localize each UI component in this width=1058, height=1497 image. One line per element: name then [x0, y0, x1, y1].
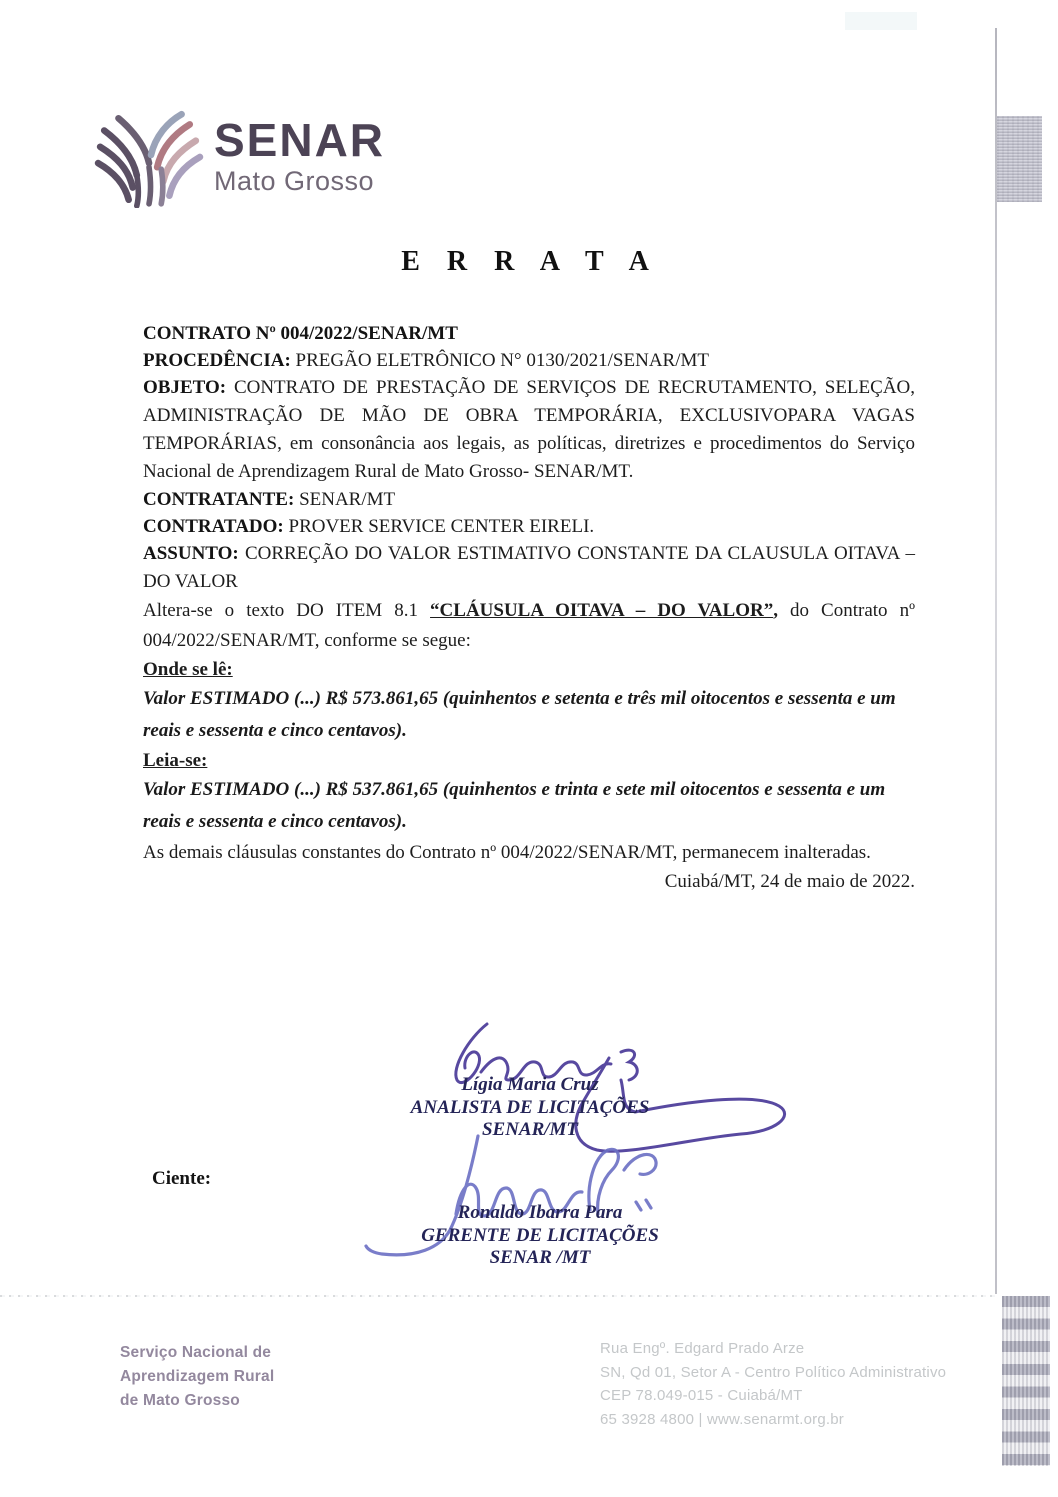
- amendment-comma: ,: [773, 600, 778, 621]
- logo-text: [214, 116, 385, 196]
- contratante-value: SENAR/MT: [299, 489, 396, 510]
- footer-org-line: Serviço Nacional de: [120, 1344, 272, 1361]
- contratante-line: [143, 486, 915, 513]
- footer-divider-line: [0, 1295, 996, 1297]
- signer-org: SENAR/MT: [481, 1119, 579, 1140]
- amendment-intro-paragraph: [143, 596, 915, 656]
- contratado-line: [143, 513, 915, 540]
- scan-barcode-marks-artifact: [1002, 1296, 1050, 1466]
- footer-org-line: de Mato Grosso: [120, 1392, 240, 1409]
- dateline: Cuiabá/MT, 24 de maio de 2022.: [664, 871, 915, 892]
- scan-gray-block-artifact: [997, 116, 1042, 202]
- amendment-intro-suffix: do Contrato nº 004/2022/SENAR/MT, conforme se segue:: [143, 600, 915, 651]
- closing-paragraph: As demais cláusulas constantes do Contrato nº 004/2022/SENAR/MT, permanecem inalteradas.: [143, 842, 871, 863]
- scan-smudge-artifact: [845, 12, 917, 30]
- contratante-label: CONTRATANTE:: [143, 489, 295, 510]
- scan-vertical-line-artifact: [995, 28, 997, 1294]
- leia-se-heading: Leia-se:: [143, 750, 208, 771]
- logo-brand-name: SENAR: [214, 114, 386, 166]
- footer-address: [600, 1337, 946, 1431]
- corrected-value-quote: Valor ESTIMADO (...) R$ 537.861,65 (quinhentos e trinta e sete mil oitocentos e sessenta e um reais e sessenta e cinco centavos).: [143, 779, 886, 832]
- assunto-value: CORREÇÃO DO VALOR ESTIMATIVO CONSTANTE DA CLAUSULA OITAVA – DO VALOR: [143, 543, 916, 592]
- senar-wheat-icon: [92, 108, 204, 208]
- logo-region-name: Mato Grosso: [214, 166, 375, 196]
- signer-role: ANALISTA DE LICITAÇÕES: [410, 1096, 650, 1118]
- ciente-label: Ciente:: [152, 1168, 212, 1189]
- assunto-paragraph: [143, 540, 915, 596]
- signature-block-analista: [315, 1074, 745, 1142]
- contract-number-text: CONTRATO Nº 004/2022/SENAR/MT: [143, 323, 458, 344]
- footer-address-line: Rua Engº. Edgard Prado Arze: [600, 1340, 805, 1357]
- signer-name: Ronaldo Ibarra Para: [457, 1202, 623, 1223]
- original-value-quote: Valor ESTIMADO (...) R$ 573.861,65 (quinhentos e setenta e três mil oitocentos e sessenta e um reais e sessenta e cinco centavos).: [143, 688, 896, 741]
- footer-org-line: Aprendizagem Rural: [120, 1368, 275, 1385]
- signer-role: GERENTE DE LICITAÇÕES: [421, 1224, 659, 1246]
- signature-block-gerente: [320, 1202, 760, 1270]
- objeto-value: CONTRATO DE PRESTAÇÃO DE SERVIÇOS DE RECRUTAMENTO, SELEÇÃO, ADMINISTRAÇÃO DE MÃO DE OBRA TEMPORÁRIA, EXCLUSIVOPARA VAGAS TEMPORÁRIAS, em consonância aos legais, as políticas, diretrizes e procedimentos do Serviço Nacional de Aprendizagem Rural de Mato Grosso- SENAR/MT.: [143, 377, 916, 482]
- signer-name: Lígia Maria Cruz: [461, 1074, 599, 1095]
- senar-logo: [92, 108, 385, 208]
- footer-contact-line: 65 3928 4800 | www.senarmt.org.br: [600, 1410, 844, 1428]
- procedencia-value: PREGÃO ELETRÔNICO N° 0130/2021/SENAR/MT: [295, 350, 709, 371]
- contratado-label: CONTRATADO:: [143, 516, 284, 537]
- contract-number-line: [143, 320, 915, 347]
- footer-address-line: CEP 78.049-015 - Cuiabá/MT: [600, 1387, 803, 1404]
- document-body: [143, 320, 915, 895]
- assunto-label: ASSUNTO:: [143, 543, 239, 564]
- amendment-intro-prefix: Altera-se o texto DO ITEM 8.1: [143, 600, 431, 621]
- amendment-clause-reference: “CLÁUSULA OITAVA – DO VALOR”: [430, 600, 774, 621]
- objeto-paragraph: [143, 374, 915, 486]
- contratado-value: PROVER SERVICE CENTER EIRELI.: [288, 516, 595, 537]
- procedencia-label: PROCEDÊNCIA:: [143, 350, 291, 371]
- onde-se-le-heading: Onde se lê:: [143, 659, 233, 680]
- footer-address-line: SN, Qd 01, Setor A - Centro Político Administrativo: [600, 1363, 947, 1381]
- document-title: E R R A T A: [401, 246, 657, 277]
- objeto-label: OBJETO:: [143, 377, 227, 398]
- procedencia-line: [143, 347, 915, 374]
- signer-org: SENAR /MT: [489, 1247, 591, 1268]
- footer-org-name: [120, 1341, 274, 1413]
